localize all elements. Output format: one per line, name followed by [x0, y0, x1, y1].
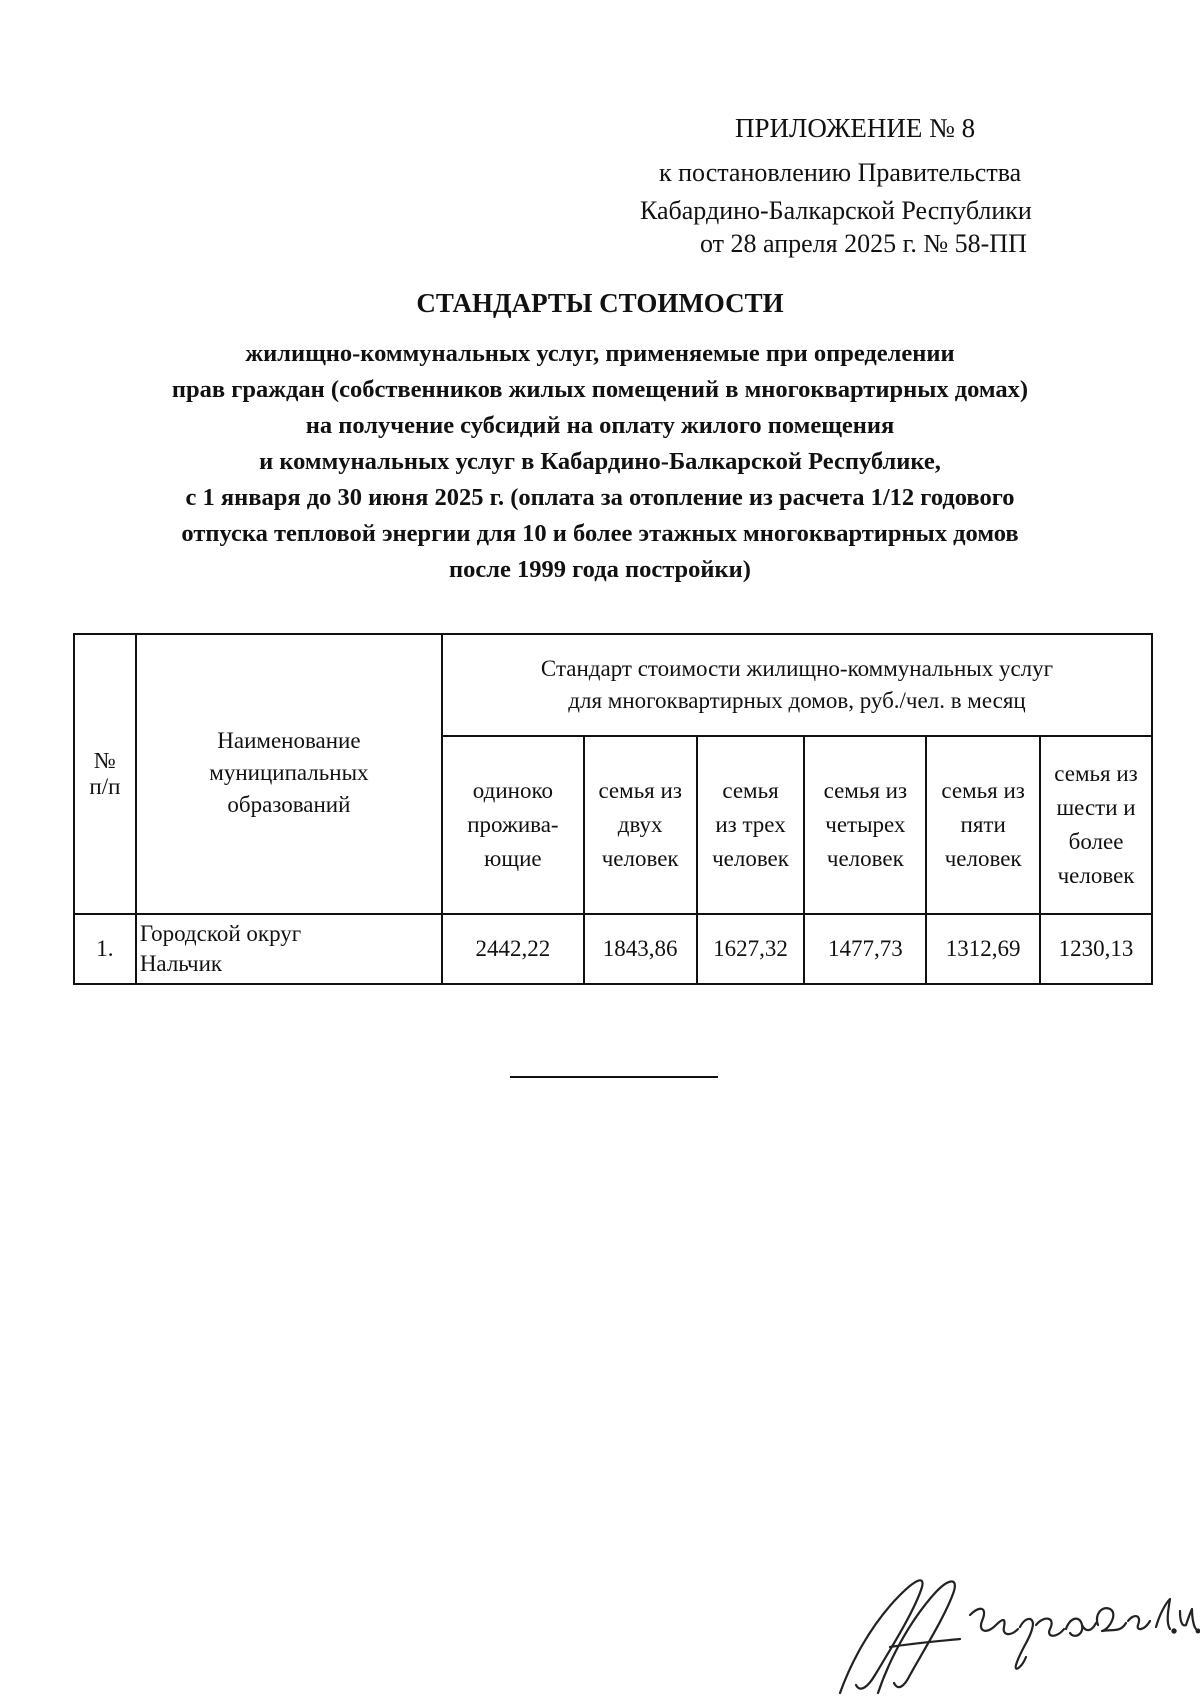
header-cost-standard: Стандарт стоимости жилищно-коммунальных услуг для многоквартирных домов, руб./чел. в месяц	[442, 634, 1152, 736]
header-single: одиноко прожива- ющие	[442, 736, 584, 914]
annex-line-republic: Кабардино-Балкарской Республики	[640, 196, 1032, 225]
document-title: СТАНДАРТЫ СТОИМОСТИ	[416, 288, 784, 318]
header-municipality: Наименование муниципальных образований	[136, 634, 442, 914]
signature	[830, 1555, 1200, 1697]
subtitle-line: отпуска тепловой энергии для 10 и более этажных многоквартирных домов	[181, 520, 1019, 547]
header-family-2: семья из двух человек	[584, 736, 697, 914]
subtitle-line: на получение субсидий на оплату жилого помещения	[305, 412, 895, 439]
table-row	[74, 914, 1152, 984]
annex-title: ПРИЛОЖЕНИЕ № 8	[735, 113, 976, 143]
subtitle-line: жилищно-коммунальных услуг, применяемые при определении	[245, 340, 955, 367]
document-subtitle	[60, 336, 1140, 588]
separator-line	[510, 1076, 718, 1078]
header-family-6-plus: семья из шести и более человек	[1040, 736, 1152, 914]
value-family-2: 1843,86	[584, 914, 697, 984]
annex-line-decree: к постановлению Правительства	[659, 158, 1022, 187]
subtitle-line: прав граждан (собственников жилых помещений в многоквартирных домах)	[171, 376, 1029, 403]
value-family-5: 1312,69	[926, 914, 1040, 984]
annex-line-date: от 28 апреля 2025 г. № 58-ПП	[700, 229, 1027, 258]
subtitle-line: и коммунальных услуг в Кабардино-Балкарской Республике,	[259, 448, 941, 475]
value-family-3: 1627,32	[697, 914, 805, 984]
value-family-6-plus: 1230,13	[1040, 914, 1152, 984]
subtitle-line: с 1 января до 30 июня 2025 г. (оплата за отопление из расчета 1/12 годового	[185, 484, 1015, 511]
subtitle-line: после 1999 года постройки)	[449, 556, 751, 583]
row-municipality: Городской округ Нальчик	[136, 914, 442, 984]
value-single: 2442,22	[442, 914, 584, 984]
header-family-3: семья из трех человек	[697, 736, 805, 914]
standards-table	[73, 633, 1153, 985]
row-number: 1.	[74, 914, 136, 984]
header-family-4: семья из четырех человек	[804, 736, 926, 914]
header-family-5: семья из пяти человек	[926, 736, 1040, 914]
value-family-4: 1477,73	[804, 914, 926, 984]
header-number: № п/п	[74, 634, 136, 914]
